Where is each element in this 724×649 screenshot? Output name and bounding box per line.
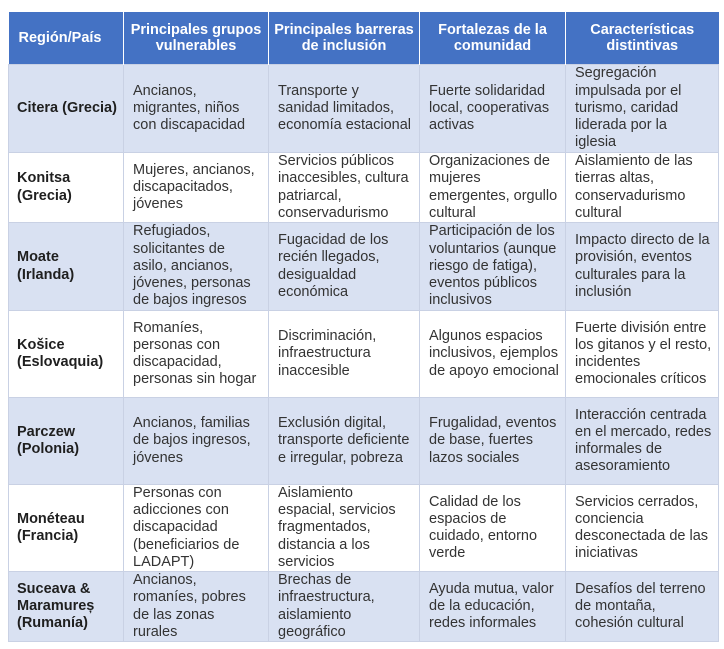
distinctive-features-cell: Desafíos del terreno de montaña, cohesión cultural	[566, 572, 719, 642]
distinctive-features-cell: Fuerte división entre los gitanos y el resto, incidentes emocionales críticos	[566, 311, 719, 398]
strengths-cell: Participación de los voluntarios (aunque riesgo de fatiga), eventos públicos inclusivos	[420, 223, 566, 311]
barriers-cell: Transporte y sanidad limitados, economía estacional	[269, 65, 420, 153]
table-row	[9, 65, 719, 153]
strengths-cell: Organizaciones de mujeres emergentes, orgullo cultural	[420, 153, 566, 223]
vulnerable-groups-cell: Ancianos, migrantes, niños con discapacidad	[124, 65, 269, 153]
strengths-cell: Calidad de los espacios de cuidado, entorno verde	[420, 485, 566, 572]
region-cell: Košice (Eslovaquia)	[9, 311, 124, 398]
barriers-cell: Exclusión digital, transporte deficiente e irregular, pobreza	[269, 398, 420, 485]
vulnerable-groups-cell: Ancianos, familias de bajos ingresos, jóvenes	[124, 398, 269, 485]
distinctive-features-cell: Impacto directo de la provisión, eventos culturales para la inclusión	[566, 223, 719, 311]
strengths-cell: Fuerte solidaridad local, cooperativas activas	[420, 65, 566, 153]
barriers-cell: Brechas de infraestructura, aislamiento geográfico	[269, 572, 420, 642]
vulnerable-groups-cell: Refugiados, solicitantes de asilo, ancianos, jóvenes, personas de bajos ingresos	[124, 223, 269, 311]
strengths-cell: Frugalidad, eventos de base, fuertes lazos sociales	[420, 398, 566, 485]
barriers-cell: Discriminación, infraestructura inaccesible	[269, 311, 420, 398]
region-cell: Monéteau (Francia)	[9, 485, 124, 572]
barriers-cell: Servicios públicos inaccesibles, cultura patriarcal, conservadurismo	[269, 153, 420, 223]
distinctive-features-cell: Servicios cerrados, conciencia desconectada de las iniciativas	[566, 485, 719, 572]
header-distinctive-features: Características distintivas	[566, 12, 719, 65]
header-region: Región/País	[9, 12, 124, 65]
barriers-cell: Aislamiento espacial, servicios fragmentados, distancia a los servicios	[269, 485, 420, 572]
vulnerable-groups-cell: Ancianos, romaníes, pobres de las zonas rurales	[124, 572, 269, 642]
header-barriers: Principales barreras de inclusión	[269, 12, 420, 65]
strengths-cell: Algunos espacios inclusivos, ejemplos de apoyo emocional	[420, 311, 566, 398]
header-vulnerable-groups: Principales grupos vulnerables	[124, 12, 269, 65]
table-body	[9, 65, 719, 642]
region-cell: Citera (Grecia)	[9, 65, 124, 153]
header-row	[9, 12, 719, 65]
inclusion-table	[8, 12, 719, 642]
vulnerable-groups-cell: Romaníes, personas con discapacidad, personas sin hogar	[124, 311, 269, 398]
region-cell: Konitsa (Grecia)	[9, 153, 124, 223]
table-header	[9, 12, 719, 65]
table-row	[9, 485, 719, 572]
barriers-cell: Fugacidad de los recién llegados, desigualdad económica	[269, 223, 420, 311]
region-cell: Moate (Irlanda)	[9, 223, 124, 311]
table-row	[9, 223, 719, 311]
table-row	[9, 398, 719, 485]
distinctive-features-cell: Aislamiento de las tierras altas, conservadurismo cultural	[566, 153, 719, 223]
table-container	[8, 12, 718, 642]
strengths-cell: Ayuda mutua, valor de la educación, redes informales	[420, 572, 566, 642]
table-row	[9, 311, 719, 398]
distinctive-features-cell: Interacción centrada en el mercado, redes informales de asesoramiento	[566, 398, 719, 485]
distinctive-features-cell: Segregación impulsada por el turismo, caridad liderada por la iglesia	[566, 65, 719, 153]
region-cell: Parczew (Polonia)	[9, 398, 124, 485]
table-row	[9, 572, 719, 642]
vulnerable-groups-cell: Mujeres, ancianos, discapacitados, jóvenes	[124, 153, 269, 223]
region-cell: Suceava & Maramureș (Rumanía)	[9, 572, 124, 642]
table-row	[9, 153, 719, 223]
vulnerable-groups-cell: Personas con adicciones con discapacidad (beneficiarios de LADAPT)	[124, 485, 269, 572]
header-strengths: Fortalezas de la comunidad	[420, 12, 566, 65]
